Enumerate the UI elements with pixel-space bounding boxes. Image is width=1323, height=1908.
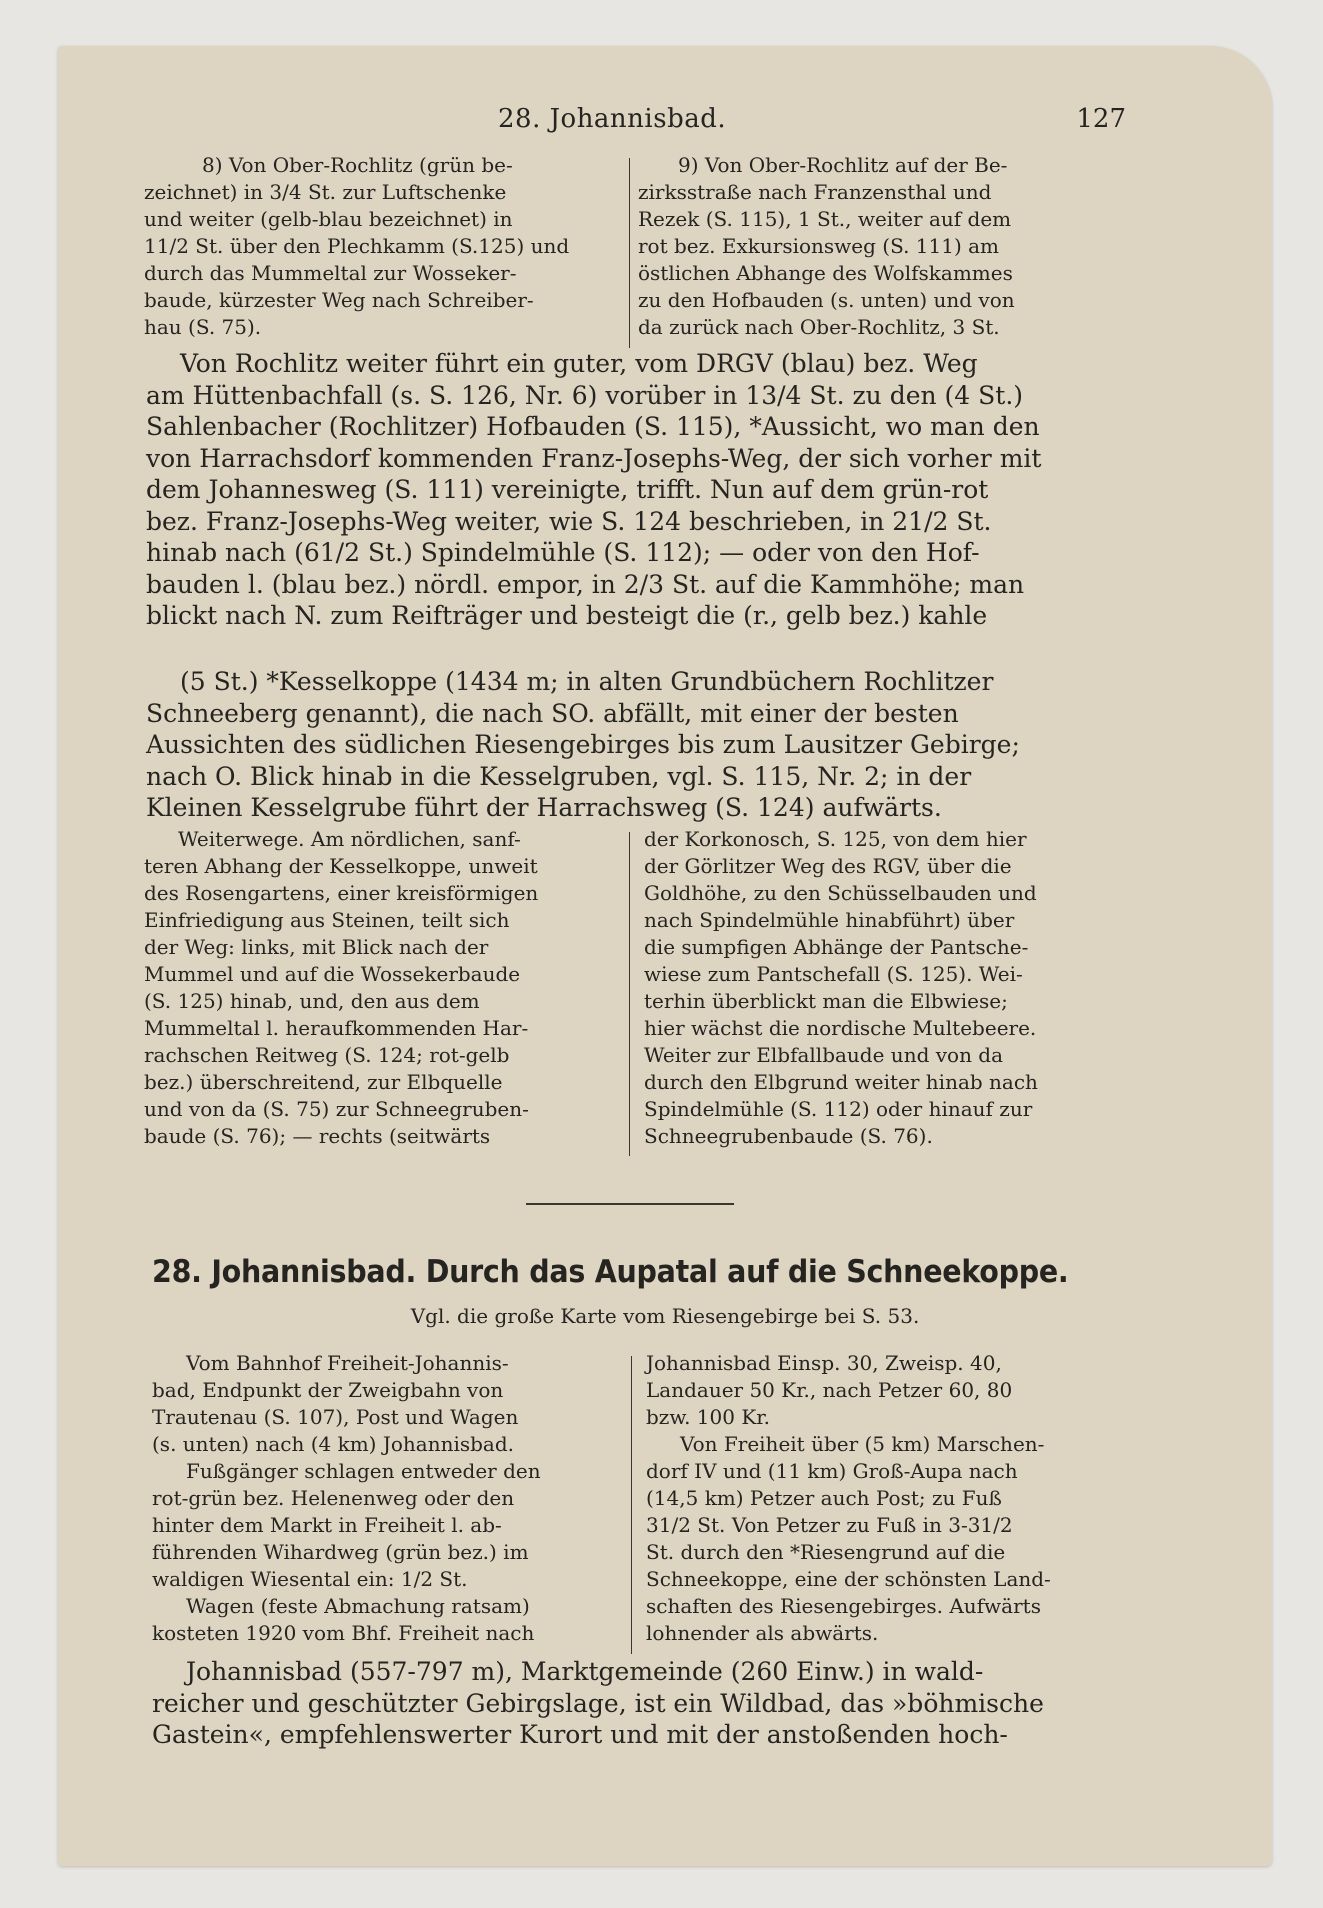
text-line: die sumpfigen Abhänge der Pantsche-	[644, 935, 1029, 959]
column-divider	[631, 1356, 632, 1654]
map-reference: Vgl. die große Karte vom Riesengebirge bei S. 53.	[410, 1304, 920, 1328]
text-line: von Harrachsdorf kommenden Franz-Josephs-Weg, der sich vorher mit	[146, 443, 1042, 473]
text-line: dem Johannesweg (S. 111) vereinigte, trifft. Nun auf dem grün-rot	[146, 475, 989, 504]
text-line: Landauer 50 Kr., nach Petzer 60, 80	[646, 1378, 1013, 1402]
text-line: dorf IV und (11 km) Groß-Aupa nach	[646, 1459, 1018, 1483]
text-line: führenden Wihardweg (grün bez.) im	[152, 1540, 529, 1564]
text-line: (S. 125) hinab, und, den aus dem	[144, 989, 480, 1013]
text-line: kosteten 1920 vom Bhf. Freiheit nach	[152, 1621, 535, 1645]
section-separator	[526, 1203, 734, 1205]
text-line: terhin überblickt man die Elbwiese;	[644, 989, 1008, 1013]
page-number: 127	[1076, 104, 1126, 134]
text-line: Trautenau (S. 107), Post und Wagen	[152, 1405, 519, 1429]
text-line: hau (S. 75).	[144, 315, 262, 339]
column-divider	[629, 832, 630, 1156]
text-line: (s. unten) nach (4 km) Johannisbad.	[152, 1432, 515, 1456]
text-line: Schneeberg genannt), die nach SO. abfällt, mit einer der besten	[146, 698, 959, 728]
rochlitz-paragraph	[146, 348, 1176, 632]
text-line: nach O. Blick hinab in die Kesselgruben, vgl. S. 115, Nr. 2; in der	[146, 761, 972, 791]
text-line: der Weg: links, mit Blick nach der	[144, 935, 489, 959]
text-line: Vom Bahnhof Freiheit-Johannis-	[186, 1351, 509, 1375]
kesselkoppe-paragraph	[146, 666, 1176, 824]
text-line: Fußgänger schlagen entweder den	[186, 1459, 541, 1483]
text-line: bez. Franz-Josephs-Weg weiter, wie S. 124 beschrieben, in 21/2 St.	[146, 506, 992, 536]
text-line: wiese zum Pantschefall (S. 125). Wei-	[644, 962, 1023, 986]
text-line: da zurück nach Ober-Rochlitz, 3 St.	[638, 315, 1000, 339]
weiterwege-left-column	[144, 826, 578, 1150]
text-line: der Korkonosch, S. 125, von dem hier	[644, 827, 1027, 851]
text-line: Mummeltal l. heraufkommenden Har-	[144, 1016, 529, 1040]
book-page	[58, 46, 1272, 1866]
text-line: rot-grün bez. Helenenweg oder den	[152, 1486, 515, 1510]
text-line: hier wächst die nordische Multebeere.	[644, 1016, 1037, 1040]
section-title: 28. Johannisbad. Durch das Aupatal auf die Schneekoppe.	[152, 1254, 1069, 1290]
text-line: St. durch den *Riesengrund auf die	[646, 1540, 1006, 1564]
header-title: 28. Johannisbad.	[498, 104, 727, 134]
text-line: (14,5 km) Petzer auch Post; zu Fuß	[646, 1486, 1002, 1510]
text-line: baude (S. 76); — rechts (seitwärts	[144, 1124, 491, 1148]
running-header	[58, 104, 1272, 144]
text-line: Kleinen Kesselgrube führt der Harrachsweg (S. 124) aufwärts.	[146, 793, 942, 822]
text-line: des Rosengartens, einer kreisförmigen	[144, 881, 539, 905]
text-line: Johannisbad (557-797 m), Marktgemeinde (260 Einw.) in wald-	[186, 1657, 984, 1686]
text-line: baude, kürzester Weg nach Schreiber-	[144, 288, 534, 312]
text-line: Schneegrubenbaude (S. 76).	[644, 1124, 933, 1148]
text-line: zirksstraße nach Franzensthal und	[638, 180, 992, 204]
text-line: Spindelmühle (S. 112) oder hinauf zur	[644, 1097, 1033, 1121]
text-line: rachschen Reitweg (S. 124; rot-gelb	[144, 1043, 510, 1067]
text-line: östlichen Abhange des Wolfskammes	[638, 261, 1013, 285]
text-line: bez.) überschreitend, zur Elbquelle	[144, 1070, 503, 1094]
text-line: und von da (S. 75) zur Schneegruben-	[144, 1097, 529, 1121]
text-line: Johannisbad Einsp. 30, Zweisp. 40,	[646, 1351, 1002, 1375]
text-line: durch das Mummeltal zur Wosseker-	[144, 261, 517, 285]
text-line: teren Abhang der Kesselkoppe, unweit	[144, 854, 538, 878]
weiterwege-right-column	[644, 826, 1164, 1150]
text-line: am Hüttenbachfall (s. S. 126, Nr. 6) vorüber in 13/4 St. zu den (4 St.)	[146, 380, 1024, 410]
text-line: blickt nach N. zum Reifträger und besteigt die (r., gelb bez.) kahle	[146, 601, 988, 630]
text-line: hinter dem Markt in Freiheit l. ab-	[152, 1513, 502, 1537]
text-line: Weiter zur Elbfallbaude und von da	[644, 1043, 1004, 1067]
text-line: Von Rochlitz weiter führt ein guter, vom DRGV (blau) bez. Weg	[180, 349, 978, 378]
text-line: Sahlenbacher (Rochlitzer) Hofbauden (S. 115), *Aussicht, wo man den	[146, 412, 1040, 441]
text-line: Einfriedigung aus Steinen, teilt sich	[144, 908, 510, 932]
text-line: Wagen (feste Abmachung ratsam)	[186, 1594, 530, 1618]
text-line: zeichnet) in 3/4 St. zur Luftschenke	[144, 180, 507, 204]
route-8-column	[144, 152, 578, 341]
text-line: Schneekoppe, eine der schönsten Land-	[646, 1567, 1051, 1591]
text-line: hinab nach (61/2 St.) Spindelmühle (S. 112); — oder von den Hof-	[146, 538, 980, 567]
text-line: lohnender als abwärts.	[646, 1621, 879, 1645]
text-line: 31/2 St. Von Petzer zu Fuß in 3-31/2	[646, 1513, 1013, 1537]
route-9-column	[638, 152, 1166, 341]
text-line: Gastein«, empfehlenswerter Kurort und mit der anstoßenden hoch-	[152, 1720, 1008, 1749]
text-line: Mummel und auf die Wossekerbaude	[144, 962, 521, 986]
text-line: durch den Elbgrund weiter hinab nach	[644, 1070, 1038, 1094]
text-line: 9) Von Ober-Rochlitz auf der Be-	[678, 153, 1008, 177]
text-line: 11/2 St. über den Plechkamm (S.125) und	[144, 234, 570, 258]
text-line: bzw. 100 Kr.	[646, 1405, 770, 1429]
johannisbad-right-column	[646, 1350, 1166, 1647]
johannisbad-left-column	[152, 1350, 580, 1647]
text-line: (5 St.) *Kesselkoppe (1434 m; in alten Grundbüchern Rochlitzer	[180, 667, 994, 696]
text-line: Weiterwege. Am nördlichen, sanf-	[178, 827, 521, 851]
text-line: Rezek (S. 115), 1 St., weiter auf dem	[638, 207, 1012, 231]
text-line: nach Spindelmühle hinabführt) über	[644, 908, 1015, 932]
text-line: waldigen Wiesental ein: 1/2 St.	[152, 1567, 468, 1591]
text-line: bauden l. (blau bez.) nördl. empor, in 2/3 St. auf die Kammhöhe; man	[146, 569, 1025, 599]
text-line: rot bez. Exkursionsweg (S. 111) am	[638, 234, 1000, 258]
text-line: Von Freiheit über (5 km) Marschen-	[680, 1432, 1045, 1456]
column-divider	[629, 158, 630, 348]
text-line: zu den Hofbauden (s. unten) und von	[638, 288, 1015, 312]
text-line: 8) Von Ober-Rochlitz (grün be-	[202, 153, 513, 177]
text-line: reicher und geschützter Gebirgslage, ist ein Wildbad, das »böhmische	[152, 1688, 1044, 1718]
text-line: schaften des Riesengebirges. Aufwärts	[646, 1594, 1041, 1618]
text-line: Aussichten des südlichen Riesengebirges bis zum Lausitzer Gebirge;	[146, 730, 1020, 759]
text-line: Goldhöhe, zu den Schüsselbauden und	[644, 881, 1037, 905]
johannisbad-paragraph	[152, 1656, 1182, 1751]
text-line: bad, Endpunkt der Zweigbahn von	[152, 1378, 504, 1402]
text-line: der Görlitzer Weg des RGV, über die	[644, 854, 1012, 878]
text-line: und weiter (gelb-blau bezeichnet) in	[144, 207, 513, 231]
